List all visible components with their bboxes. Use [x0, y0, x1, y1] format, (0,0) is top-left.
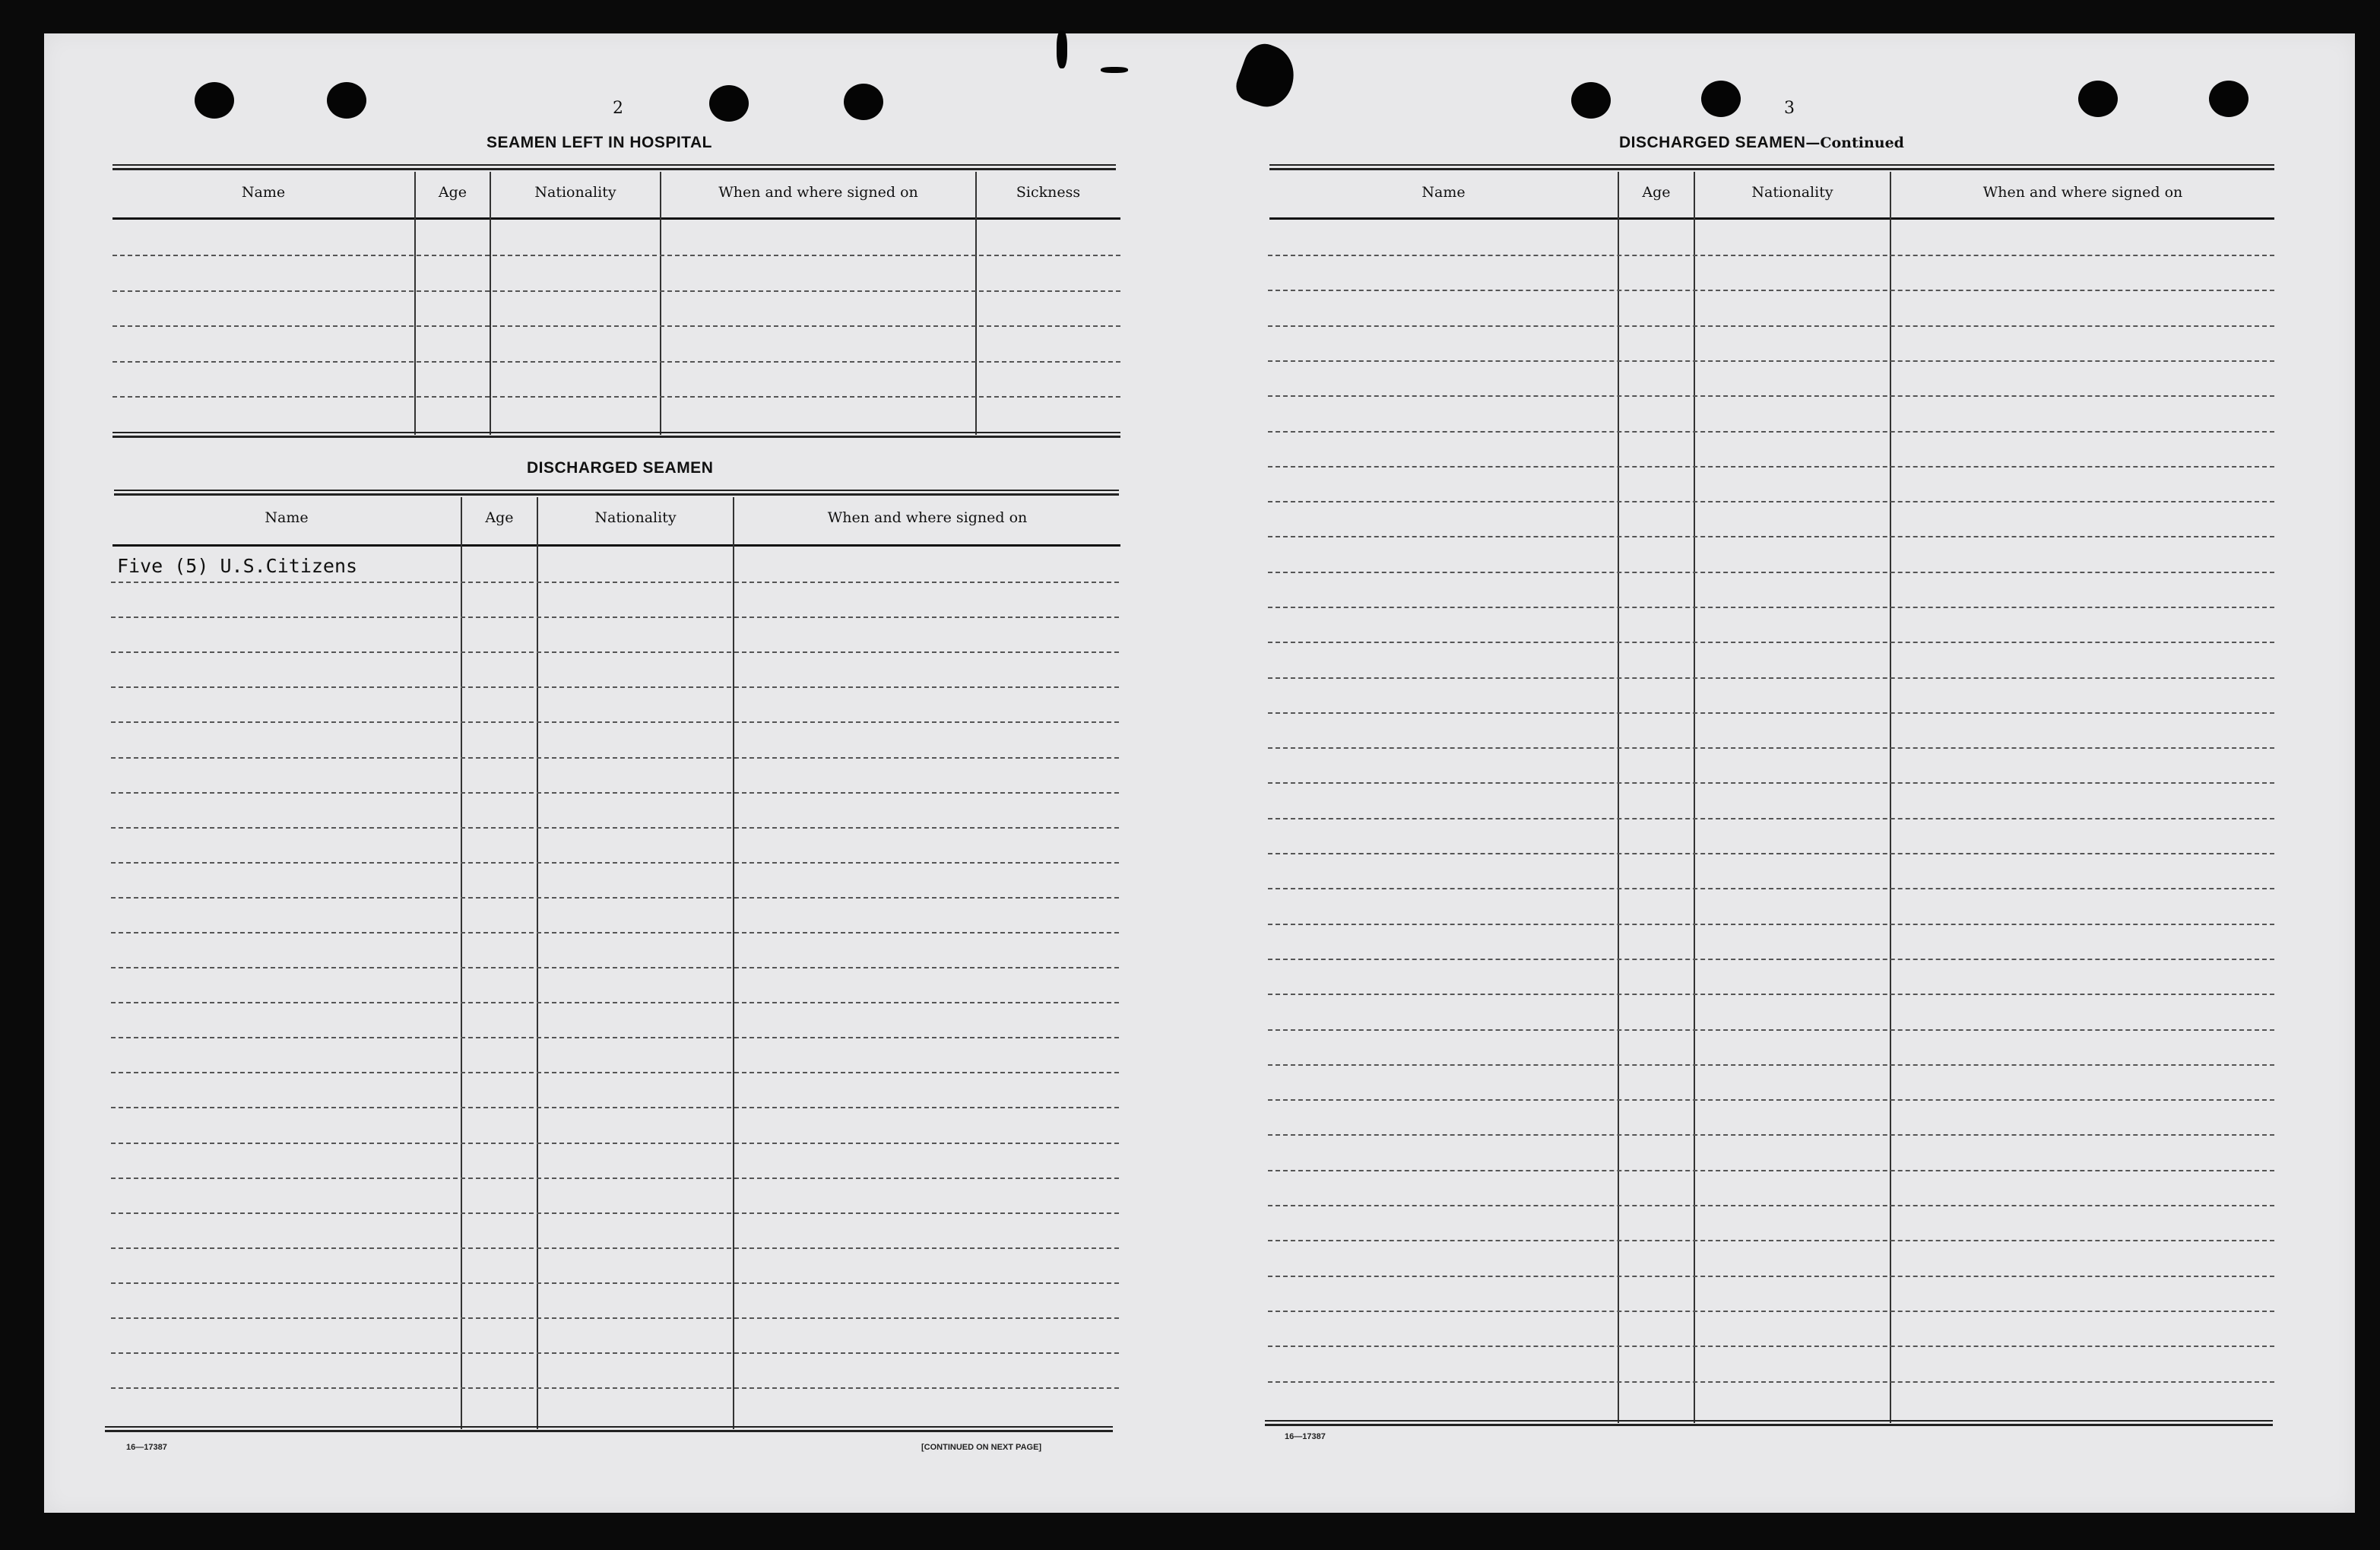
row-line	[113, 290, 1120, 292]
table-bottom-rule	[113, 432, 1120, 438]
row-line	[111, 1002, 1119, 1003]
punch-hole	[195, 82, 234, 119]
row-line	[1268, 325, 2274, 327]
row-line	[111, 932, 1119, 933]
table-bottom-rule	[105, 1426, 1113, 1432]
row-line	[111, 1107, 1119, 1108]
continued-note: [CONTINUED ON NEXT PAGE]	[921, 1443, 1042, 1452]
row-line	[1268, 959, 2274, 960]
row-line	[1268, 466, 2274, 468]
column-header-signed-on: When and where signed on	[1982, 184, 2183, 201]
row-line	[1268, 536, 2274, 537]
row-line	[111, 967, 1119, 968]
row-line	[1268, 1381, 2274, 1383]
punch-hole	[2209, 81, 2248, 117]
row-line	[1268, 607, 2274, 608]
discharged-section-title: DISCHARGED SEAMEN	[527, 459, 714, 477]
paper-tear	[1057, 30, 1067, 68]
row-line	[111, 686, 1119, 688]
row-line	[1268, 1205, 2274, 1206]
row-line	[1268, 431, 2274, 433]
table-bottom-rule	[1265, 1420, 2273, 1426]
row-line	[1268, 1134, 2274, 1136]
title-rule	[114, 490, 1119, 496]
column-header-nationality: Nationality	[534, 184, 616, 201]
row-line	[1268, 712, 2274, 714]
row-line	[1268, 1029, 2274, 1031]
discharged-continued-title	[1619, 134, 1904, 152]
column-divider	[1694, 172, 1695, 1423]
row-line	[1268, 290, 2274, 291]
row-line	[1268, 1064, 2274, 1066]
row-line	[111, 651, 1119, 653]
column-header-signed-on: When and where signed on	[718, 184, 918, 201]
row-line	[111, 897, 1119, 899]
row-line	[1268, 818, 2274, 819]
row-line	[111, 1247, 1119, 1249]
row-line	[1268, 1170, 2274, 1171]
page-number-right: 3	[1784, 99, 1795, 118]
row-line	[1268, 677, 2274, 679]
hospital-section-title: SEAMEN LEFT IN HOSPITAL	[486, 134, 712, 151]
row-line	[111, 757, 1119, 759]
page-number-left: 2	[613, 99, 623, 118]
column-header-signed-on: When and where signed on	[827, 509, 1028, 526]
row-line	[111, 1178, 1119, 1179]
discharged-header-line	[113, 544, 1120, 547]
row-line	[113, 325, 1120, 327]
row-line	[1268, 360, 2274, 362]
row-line	[111, 1352, 1119, 1354]
row-line	[1268, 782, 2274, 784]
paper-tear	[1101, 67, 1128, 73]
column-header-name: Name	[241, 184, 286, 201]
title-rule	[113, 164, 1116, 170]
column-divider	[1890, 172, 1891, 1423]
row-line	[1268, 747, 2274, 749]
row-line	[1268, 1240, 2274, 1241]
row-line	[1268, 255, 2274, 256]
row-line	[111, 827, 1119, 829]
title-suffix: —Continued	[1805, 135, 1904, 151]
punch-hole	[2078, 81, 2118, 117]
row-line	[113, 255, 1120, 256]
hospital-header-line	[113, 217, 1120, 220]
row-line	[111, 721, 1119, 723]
column-header-age: Age	[1642, 184, 1671, 201]
row-line	[111, 1037, 1119, 1038]
row-line	[1268, 853, 2274, 854]
row-line	[111, 1212, 1119, 1214]
row-line	[111, 582, 1119, 583]
row-line	[1268, 1311, 2274, 1312]
column-header-nationality: Nationality	[1751, 184, 1833, 201]
row-line	[111, 1282, 1119, 1284]
row-line	[111, 1143, 1119, 1144]
column-divider	[537, 497, 538, 1429]
row-line	[113, 361, 1120, 363]
title-rule	[1269, 164, 2274, 170]
column-header-sickness: Sickness	[1016, 184, 1081, 201]
punch-hole	[709, 85, 749, 122]
row-line	[1268, 994, 2274, 995]
row-line	[1268, 1099, 2274, 1101]
row-line	[111, 1317, 1119, 1319]
continued-header-line	[1269, 217, 2274, 220]
row-line	[1268, 1346, 2274, 1347]
row-line	[1268, 1276, 2274, 1277]
title-main: DISCHARGED SEAMEN	[1619, 134, 1806, 151]
row-line	[1268, 888, 2274, 889]
punch-hole	[327, 82, 366, 119]
punch-hole	[844, 84, 883, 120]
row-line	[1268, 572, 2274, 573]
column-header-age: Age	[485, 509, 514, 526]
row-line	[1268, 642, 2274, 643]
column-header-name: Name	[265, 509, 309, 526]
row-line	[1268, 501, 2274, 502]
row-line	[1268, 395, 2274, 397]
column-header-nationality: Nationality	[594, 509, 677, 526]
punch-hole	[1701, 81, 1741, 117]
row-line	[111, 1387, 1119, 1389]
column-divider	[1618, 172, 1619, 1423]
row-line	[111, 617, 1119, 618]
form-number-left: 16—17387	[126, 1443, 167, 1452]
punch-hole	[1571, 82, 1611, 119]
column-divider	[733, 497, 734, 1429]
discharged-entry: Five (5) U.S.Citizens	[117, 555, 358, 577]
row-line	[111, 862, 1119, 864]
row-line	[111, 792, 1119, 794]
row-line	[113, 396, 1120, 398]
column-divider	[461, 497, 462, 1429]
column-header-name: Name	[1421, 184, 1466, 201]
row-line	[111, 1072, 1119, 1073]
column-header-age: Age	[438, 184, 467, 201]
form-number-right: 16—17387	[1285, 1432, 1326, 1441]
row-line	[1268, 924, 2274, 925]
